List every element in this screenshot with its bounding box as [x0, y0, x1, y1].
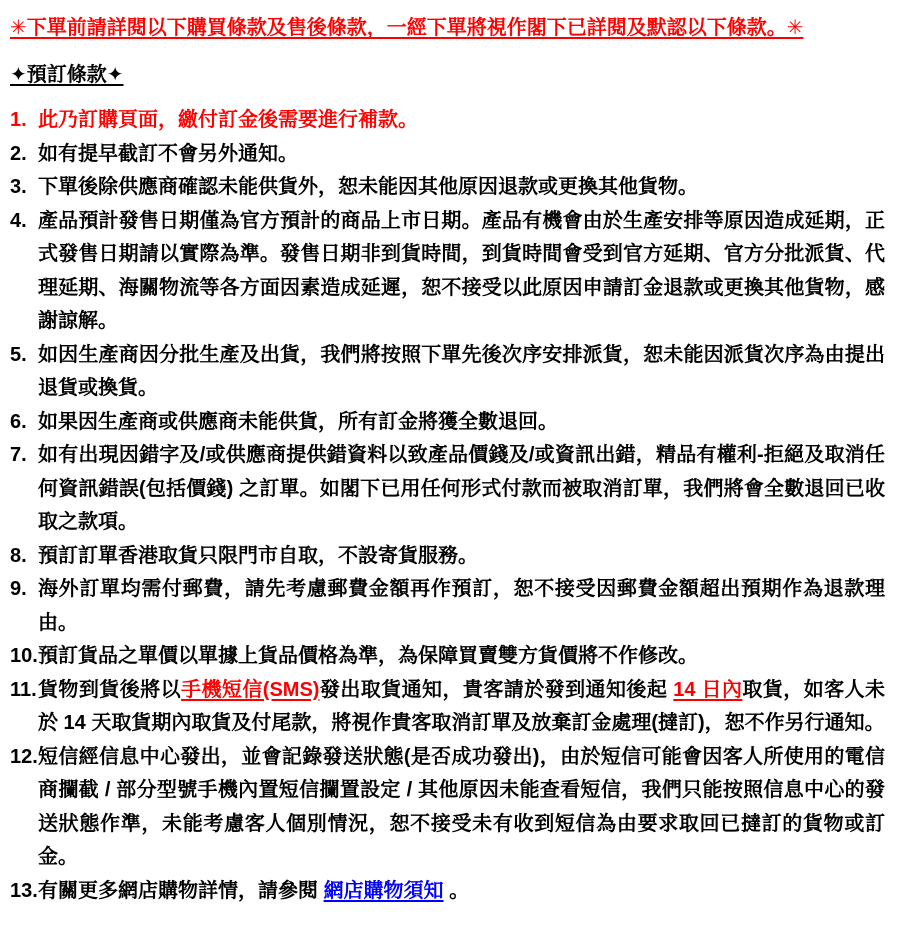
term-item-number: 1.	[10, 109, 27, 131]
term-item-number: 9.	[10, 578, 27, 600]
term-item-number: 8.	[10, 544, 27, 567]
term-text: 此乃訂購頁面，繳付訂金後需要進行補款。	[38, 109, 418, 131]
term-item-11	[10, 674, 885, 741]
term-text: 有關更多網店購物詳情，請參閱	[38, 879, 324, 902]
term-item-number: 4.	[10, 209, 27, 232]
term-text: 。	[443, 879, 470, 902]
terms-list	[10, 104, 885, 908]
term-item-number: 2.	[10, 142, 27, 165]
purchase-terms-warning-banner: ✳下單前請詳閱以下購買條款及售後條款，一經下單將視作閣下已詳閱及默認以下條款。✳	[10, 17, 804, 39]
term-item-10	[10, 640, 885, 674]
term-item-6	[10, 406, 885, 440]
term-text: 如有出現因錯字及/或供應商提供錯資料以致產品價錢及/或資訊出錯，精品有權利-拒絕及取消任何資訊錯誤(包括價錢) 之訂單。如閣下已用任何形式付款而被取消訂單，我們將會全數退回已收取之款項。	[38, 444, 885, 533]
term-text: 海外訂單均需付郵費，請先考慮郵費金額再作預訂，恕不接受因郵費金額超出預期作為退款理由。	[38, 578, 885, 634]
term-text: 取貨，如客人未於 14 天取貨期內取貨及付尾款，將視作貴客取消訂單及放棄訂金處理(撻訂)，恕不作另行通知。	[38, 678, 885, 734]
term-item-8	[10, 540, 885, 574]
term-item-number: 10.	[10, 645, 38, 667]
term-text: 預訂訂單香港取貨只限門市自取，不設寄貨服務。	[38, 544, 478, 567]
term-text: 如因生產商因分批生產及出貨，我們將按照下單先後次序安排派貨，恕未能因派貨次序為由提出退貨或換貨。	[38, 343, 885, 399]
term-item-9	[10, 573, 885, 640]
term-item-1	[10, 104, 885, 138]
term-item-number: 7.	[10, 444, 27, 466]
term-text: 短信經信息中心發出，並會記錄發送狀態(是否成功發出)，由於短信可能會因客人所使用的電信商攔截 / 部分型號手機內置短信攔置設定 / 其他原因未能查看短信，我們只能按照信息中心的發送狀態作準，未能考慮客人個別情況，恕不接受未有收到短信為由要求取回已撻訂的貨物或訂金。	[38, 745, 885, 868]
term-text: 預訂貨品之單價以單據上貨品價格為準，為保障買賣雙方貨價將不作修改。	[38, 645, 698, 667]
term-item-4	[10, 205, 885, 339]
shop-guide-link[interactable]: 網店購物須知	[323, 879, 444, 902]
term-item-number: 12.	[10, 745, 38, 768]
term-item-7	[10, 439, 885, 540]
preorder-terms-section-title: ✦預訂條款✦	[10, 64, 124, 86]
term-text: 手機短信(SMS)	[181, 678, 320, 701]
term-text: 如有提早截訂不會另外通知。	[38, 142, 298, 165]
term-item-12	[10, 741, 885, 875]
term-text: 貨物到貨後將以	[38, 678, 182, 701]
term-item-2	[10, 138, 885, 172]
term-item-number: 13.	[10, 879, 38, 902]
term-item-3	[10, 171, 885, 205]
term-text: 14 日內	[673, 678, 743, 701]
term-text: 產品預計發售日期僅為官方預計的商品上市日期。產品有機會由於生產安排等原因造成延期，正式發售日期請以實際為準。發售日期非到貨時間，到貨時間會受到官方延期、官方分批派貨、代理延期、海關物流等各方面因素造成延遲，恕不接受以此原因申請訂金退款或更換其他貨物，感謝諒解。	[38, 209, 885, 332]
term-item-number: 5.	[10, 343, 27, 366]
term-item-5	[10, 339, 885, 406]
term-item-number: 11.	[10, 678, 37, 701]
term-text: 發出取貨通知，貴客請於發到通知後起	[319, 678, 674, 701]
term-item-number: 6.	[10, 410, 27, 433]
term-item-13	[10, 875, 885, 909]
term-text: 下單後除供應商確認未能供貨外，恕未能因其他原因退款或更換其他貨物。	[38, 176, 698, 198]
term-item-number: 3.	[10, 176, 27, 198]
term-text: 如果因生產商或供應商未能供貨，所有訂金將獲全數退回。	[38, 410, 558, 433]
